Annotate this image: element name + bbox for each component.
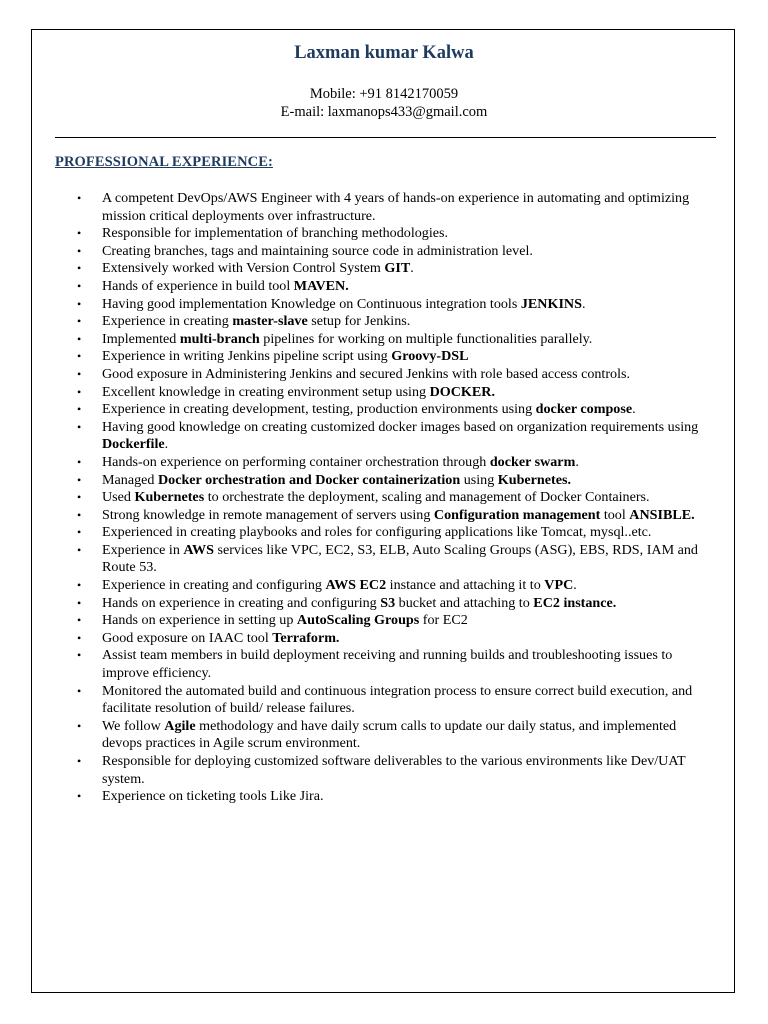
bullet-marker: • [77,331,82,346]
experience-item-emphasis: AWS [183,541,214,558]
bullet-marker: • [77,648,82,663]
bullet-marker: • [77,718,82,733]
bullet-marker: • [77,191,82,205]
experience-item [0,419,716,454]
bullet-marker: • [77,542,82,557]
experience-item-text: services like VPC, EC2, S3, ELB, Auto Scaling Groups (ASG), EBS, RDS, IAM and Route 53. [102,541,698,576]
experience-item [0,472,716,490]
contact-block [0,85,768,121]
experience-item-text: for EC2 [419,612,468,629]
experience-item-emphasis: GIT [384,260,411,277]
experience-item-emphasis: Groovy-DSL [391,348,469,365]
experience-item-emphasis: Dockerfile [102,436,165,453]
experience-item-text: Experience in creating [102,313,233,330]
experience-item-text: Experience in creating and configuring [102,577,326,594]
bullet-marker: • [77,296,82,311]
experience-item-emphasis: DOCKER. [429,383,495,400]
experience-item-text: Having good implementation Knowledge on Continuous integration tools [102,295,521,312]
bullet-marker: • [77,226,82,241]
experience-item-text: tool [600,506,630,523]
experience-item-text: Experience on ticketing tools Like Jira. [102,788,324,805]
bullet-marker: • [77,525,82,540]
bullet-marker: • [77,595,82,610]
experience-item-emphasis: AutoScaling Groups [296,612,420,629]
experience-item-emphasis: Terraform. [272,629,340,646]
experience-item-emphasis: AWS EC2 [325,577,387,594]
experience-item [0,788,716,806]
experience-item-emphasis: JENKINS [520,295,582,312]
bullet-marker: • [77,384,82,399]
experience-item-text: . [164,436,169,453]
experience-item [0,313,716,331]
experience-item-text: methodology and have daily scrum calls to update our daily status, and implemented devops practices in Agile scrum environment. [102,717,677,752]
experience-item-text: Experienced in creating playbooks and roles for configuring applications like Tomcat, mysql..etc. [102,524,652,541]
experience-item-text: Monitored the automated build and continuous integration process to ensure correct build execution, and facilitate resolution of build/ release failures. [102,682,693,717]
bullet-marker: • [77,490,82,505]
experience-item-text: . [410,260,414,277]
experience-item-text: Hands on experience in setting up [102,612,297,629]
experience-item-text: Hands-on experience on performing container orchestration through [102,453,490,470]
experience-item-emphasis: docker compose [535,401,633,418]
experience-item-emphasis: VPC [544,577,574,594]
experience-item-text: pipelines for working on multiple functionalities parallely. [259,330,593,347]
bullet-marker: • [77,578,82,593]
experience-item-emphasis: ANSIBLE. [629,506,695,523]
experience-item-text: . [581,295,586,312]
experience-item-text: Responsible for deploying customized software deliverables to the various environments like Dev/UAT system. [102,753,686,787]
bullet-marker: • [77,630,82,645]
experience-item [0,454,716,472]
experience-item-text: Assist team members in build deployment receiving and running builds and troubleshooting issues to improve efficiency. [102,647,673,682]
experience-item [0,296,716,314]
experience-item-text: We follow [102,717,165,734]
experience-item [0,348,716,366]
bullet-marker: • [77,507,82,522]
experience-item-text: Managed [102,471,158,488]
experience-item [0,190,716,225]
experience-item-text: bucket and attaching to [395,594,534,611]
experience-item [0,366,716,384]
experience-item-emphasis: docker swarm [489,453,576,470]
bullet-marker: • [77,472,82,487]
experience-item [0,243,716,261]
bullet-marker: • [77,402,82,417]
experience-item [0,577,716,595]
experience-item-text: Hands on experience in creating and configuring [102,594,381,611]
experience-item-text: setup for Jenkins. [307,313,411,330]
experience-item [0,630,716,648]
experience-item-text: to orchestrate the deployment, scaling and management of Docker Containers. [204,489,650,506]
experience-item-text: Extensively worked with Version Control System [102,260,385,277]
bullet-marker: • [77,243,82,258]
experience-item-text: Experience in writing Jenkins pipeline script using [102,348,392,365]
experience-item [0,647,716,682]
experience-item-text: Creating branches, tags and maintaining source code in administration level. [102,242,533,259]
experience-item-text: Good exposure in Administering Jenkins and secured Jenkins with role based access controls. [102,365,631,382]
experience-item [0,612,716,630]
bullet-marker: • [77,278,82,293]
experience-item-emphasis: Agile [164,717,196,734]
experience-item [0,507,716,525]
experience-item-text: Used [102,489,135,506]
bullet-marker: • [77,261,82,276]
experience-item [0,225,716,243]
experience-item-emphasis: S3 [380,594,396,611]
bullet-marker: • [77,349,82,364]
experience-item-emphasis: Docker orchestration and Docker containerization [157,471,461,488]
experience-item-text: Having good knowledge on creating customized docker images based on organization requirements using [102,418,699,435]
header-divider [55,137,716,138]
experience-item [0,718,716,753]
experience-item [0,278,716,296]
section-heading-experience: PROFESSIONAL EXPERIENCE: [55,154,273,170]
experience-item [0,753,716,788]
bullet-marker: • [77,789,82,804]
experience-item [0,384,716,402]
bullet-marker: • [77,613,82,628]
experience-item-text: Hands of experience in build tool [102,277,294,294]
mobile-number: Mobile: +91 8142170059 [309,86,459,102]
experience-item [0,524,716,542]
experience-item-text: Experience in [102,541,184,558]
experience-item-text: Good exposure on IAAC tool [102,629,273,646]
experience-item-emphasis: MAVEN. [293,277,349,294]
experience-item [0,683,716,718]
experience-item-emphasis: EC2 instance. [533,594,617,611]
email-address: E-mail: laxmanops433@gmail.com [280,104,488,120]
candidate-name: Laxman kumar Kalwa [294,43,474,63]
experience-item-text: Experience in creating development, testing, production environments using [102,401,536,418]
experience-item-text: . [573,577,577,594]
experience-item-text: Excellent knowledge in creating environment setup using [102,383,430,400]
bullet-marker: • [77,366,82,381]
bullet-marker: • [77,314,82,329]
experience-item-emphasis: Configuration management [433,506,601,523]
experience-item-text: A competent DevOps/AWS Engineer with 4 years of hands-on experience in automating and optimizing mission critical deployments over infrastructure. [102,190,690,224]
experience-item-text: . [575,453,579,470]
experience-item [0,260,716,278]
experience-item [0,595,716,613]
experience-item-emphasis: Kubernetes. [497,471,571,488]
bullet-marker: • [77,683,82,698]
experience-list [0,190,716,806]
bullet-marker: • [77,754,82,768]
experience-item-text: . [632,401,636,418]
experience-item-text: instance and attaching it to [386,577,545,594]
experience-item-emphasis: Kubernetes [134,489,205,506]
experience-item [0,542,716,577]
experience-item-text: Implemented [102,330,180,347]
experience-item-emphasis: multi-branch [179,330,260,347]
experience-item-text: Responsible for implementation of branching methodologies. [102,225,449,242]
experience-item [0,331,716,349]
bullet-marker: • [77,454,82,469]
bullet-marker: • [77,419,82,434]
experience-item-text: Strong knowledge in remote management of servers using [102,506,434,523]
experience-item-emphasis: master-slave [232,313,308,330]
experience-item-text: using [460,471,498,488]
experience-item [0,401,716,419]
experience-item [0,489,716,507]
